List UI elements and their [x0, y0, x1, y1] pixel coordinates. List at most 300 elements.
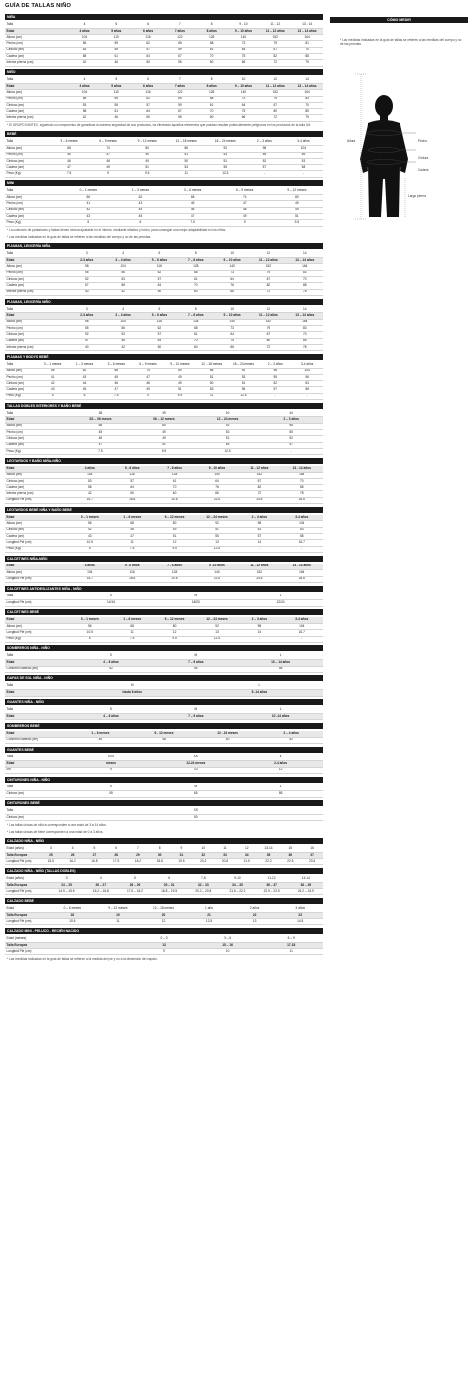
table-cell: 49 — [128, 158, 167, 164]
table-row — [5, 791, 323, 797]
table-cell: 75 — [214, 338, 250, 344]
table-cell: 64 — [132, 53, 164, 59]
table-cell: 6 — [114, 220, 166, 226]
table-cell: 23 — [277, 912, 323, 918]
table-cell: 11 — [196, 393, 228, 399]
table-cell: 59 — [164, 102, 196, 108]
table-cell: 61 — [178, 332, 214, 338]
row-label: cm — [5, 767, 69, 773]
table-cell: 7 – 9 años — [153, 660, 238, 666]
table-cell: 2-4 años — [238, 761, 323, 767]
table-cell: 52 — [245, 158, 284, 164]
table-cell: 52 — [259, 381, 291, 387]
table-cell: 13 — [232, 919, 278, 925]
row-label: Cadera (cm) — [5, 534, 69, 540]
row-label: Talla — [5, 251, 69, 257]
table-row — [5, 115, 323, 121]
cintura-label: Cintura — [418, 156, 429, 160]
row-label: Peso (Kg) — [5, 448, 69, 454]
table-cell: 9 — [89, 171, 128, 177]
table-cell: 104 — [105, 319, 141, 325]
table-cell: 64 — [196, 478, 238, 484]
table-cell: 24.2 – 24.9 — [289, 889, 323, 895]
table-cell: 104 — [284, 146, 323, 152]
table-cell: 9 – 10 años — [228, 83, 260, 89]
table-cell: 55 — [245, 152, 284, 158]
row-label: Longitud Pié (cm) — [5, 576, 69, 582]
section-title: GUANTES NIÑA - NIÑO — [5, 699, 323, 705]
table-cell: 152 — [250, 264, 286, 270]
table-cell: 42 — [37, 381, 69, 387]
table-cell: 9 -10 años — [196, 564, 238, 570]
table-cell: 58 — [69, 485, 111, 491]
table-cell: 43 — [114, 201, 166, 207]
table-cell: 14 — [287, 251, 323, 257]
table-cell: 70 — [287, 277, 323, 283]
table-cell: 64 — [132, 109, 164, 115]
table-cell: 10.5 — [50, 919, 96, 925]
table-cell: 49 — [132, 387, 164, 393]
table-cell: 3 – 4 años — [105, 258, 141, 264]
table-cell: 55 — [196, 534, 238, 540]
table-cell: 40 — [69, 289, 105, 295]
table-cell: 56 — [69, 41, 101, 47]
table-cell: XS — [153, 755, 238, 761]
table-cell: M — [69, 683, 196, 689]
table-cell: 56 — [284, 152, 323, 158]
table-cell: 70 — [281, 478, 323, 484]
row-label: Talla — [5, 594, 69, 600]
table-cell: 55 — [196, 442, 260, 448]
table-cell: 98 — [259, 423, 323, 429]
table-cell: 57 — [245, 165, 284, 171]
table-row — [5, 737, 323, 743]
table-cell: 104 — [69, 90, 101, 96]
table-cell: 8 — [196, 22, 228, 28]
table-cell: - — [281, 546, 323, 552]
table-cell: 70 — [291, 102, 323, 108]
table-cell: 34 – 35 — [220, 882, 254, 888]
table-cell: 92 — [196, 521, 238, 527]
row-label: Interior pierna (cm) — [5, 60, 69, 66]
table-cell: 58 — [291, 387, 323, 393]
table-cell: 116 — [141, 264, 177, 270]
table-cell: 116 — [132, 35, 164, 41]
row-label: Altura (cm) — [5, 368, 37, 374]
table-cell: 9.5 — [271, 220, 323, 226]
table-cell: 60 — [178, 344, 214, 350]
table-cell: 14 — [291, 77, 323, 83]
table-cell: 53 — [69, 47, 101, 53]
table-cell: 24.6 — [238, 497, 280, 503]
row-label: Peso (Kg) — [5, 636, 69, 642]
table-cell: 12 — [141, 919, 187, 925]
table-cell: 46 — [100, 381, 132, 387]
table-cell: 11-12 — [255, 876, 289, 882]
table-cell: 49 — [89, 165, 128, 171]
table-cell: 53 — [228, 374, 260, 380]
table-cell: 50 — [141, 344, 177, 350]
table-row — [5, 949, 323, 955]
table-cell: 73 — [214, 325, 250, 331]
table-cell: 26 – 27 — [84, 882, 118, 888]
table-cell: 140 — [214, 264, 250, 270]
table-cell: 62 — [114, 195, 166, 201]
table-cell: 49 — [271, 201, 323, 207]
section-title: NIÑO — [5, 69, 323, 75]
table-cell: 62 — [141, 270, 177, 276]
table-cell: 15.5 — [40, 859, 62, 865]
table-cell: 52 — [259, 737, 323, 743]
table-cell: 67 — [164, 53, 196, 59]
table-cell: 42 — [69, 527, 111, 533]
row-label: Cintura (cm) — [5, 47, 69, 53]
how-to-measure-title: CÓMO MEDIR — [330, 17, 468, 23]
table-cell: - — [245, 171, 284, 177]
row-label: Pecho (cm) — [5, 325, 69, 331]
table-cell: 61 — [196, 47, 228, 53]
table-cell: 57 — [132, 47, 164, 53]
table-cell: 50 — [141, 289, 177, 295]
table-cell: 46 — [132, 381, 164, 387]
table-cell: 11 — [95, 919, 141, 925]
table-cell: 164 — [281, 472, 323, 478]
row-label: Longitud Pié (cm) — [5, 497, 69, 503]
table-cell: 55 — [259, 429, 323, 435]
table-cell: 13-14 — [289, 876, 323, 882]
table-cell: 61 — [196, 102, 228, 108]
table-cell: 54 — [153, 666, 238, 672]
table-row — [5, 767, 323, 773]
table-cell: 10 -14 años — [238, 713, 323, 719]
row-label: Pecho (cm) — [5, 96, 69, 102]
table-cell: 22.5 — [279, 859, 301, 865]
table-row — [5, 576, 323, 582]
table-cell: 66 — [196, 491, 238, 497]
table-row — [5, 690, 323, 696]
row-label: Talla — [5, 77, 69, 83]
row-label: Edad — [5, 313, 69, 319]
table-cell: 18.2 — [127, 859, 149, 865]
row-label: Cadera (cm) — [5, 214, 62, 220]
table-cell: 2 – 3 años — [238, 515, 280, 521]
table-cell: 49 — [271, 207, 323, 213]
table-cell: 44 — [114, 207, 166, 213]
table-cell: 67 — [238, 478, 280, 484]
table-cell: 20.2 — [192, 859, 214, 865]
table-cell: 76 — [196, 485, 238, 491]
section-title: PIJAMAS, LENCERÍA NIÑA — [5, 243, 323, 249]
table-cell: 11 – 12 años — [250, 313, 286, 319]
section-title: CINTURONES NIÑA - NIÑO — [5, 777, 323, 783]
table-cell: 16.7 — [281, 630, 323, 636]
row-label: Talla — [5, 362, 37, 368]
table-cell: 1 – 6 meses — [69, 731, 133, 737]
section-note: * El GRUPO INDITEX, siguiendo su compromiso de garantizar la máxima seguridad de sus productos, ha eliminado aquellos elementos que puedan resultar potencialmente peligrosos en los productos de la talla 3/4. — [7, 123, 312, 128]
table-cell: 10 — [228, 77, 260, 83]
row-label: Pecho (cm) — [5, 429, 69, 435]
row-label: Cintura (cm) — [5, 207, 62, 213]
table-cell: 53 — [196, 387, 228, 393]
table-cell: 23.5 — [301, 859, 323, 865]
table-cell: 11 – 12 años — [259, 28, 291, 34]
table-cell: 64 — [111, 485, 153, 491]
table-cell: 51 — [228, 381, 260, 387]
table-cell: XS — [69, 808, 323, 814]
table-cell: XXS — [69, 755, 154, 761]
table-cell: 98 — [259, 368, 291, 374]
table-cell: 8 — [196, 77, 228, 83]
row-label: Longitud Pié (cm) — [5, 889, 50, 895]
table-cell: 46 — [167, 207, 219, 213]
table-cell: 55 — [206, 165, 245, 171]
table-cell: 12 – 24 meses — [196, 417, 260, 423]
table-cell: 73 — [214, 270, 250, 276]
table-cell: 51 — [206, 158, 245, 164]
table-cell: 6 – 12 meses — [153, 617, 195, 623]
table-cell: 38 – 39 — [289, 882, 323, 888]
table-cell: 58 — [281, 534, 323, 540]
row-label: Altura (cm) — [5, 423, 69, 429]
table-cell: 4 – 6 años — [69, 713, 154, 719]
table-cell: 17.5 — [105, 859, 127, 865]
table-cell: 50 — [196, 737, 260, 743]
table-cell: 4 años — [69, 28, 101, 34]
size-section — [5, 507, 323, 553]
row-label: Cintura (cm) — [5, 158, 50, 164]
table-cell: 140 — [228, 90, 260, 96]
table-cell: 5 — [69, 546, 111, 552]
table-cell: 14 — [287, 307, 323, 313]
table-cell: 5 — [84, 846, 106, 852]
table-cell: 68 — [196, 41, 228, 47]
row-label: Edad — [5, 731, 69, 737]
table-cell: 4 – 6 años — [69, 660, 154, 666]
table-cell: L — [238, 594, 323, 600]
table-cell: 47 — [89, 152, 128, 158]
table-cell: 116 — [111, 570, 153, 576]
table-cell: 12 – 24 meses — [196, 617, 238, 623]
table-cell: 6 – 9 meses — [89, 139, 128, 145]
row-label: Edad — [5, 761, 69, 767]
table-cell: 53 — [105, 277, 141, 283]
table-cell: 16.2 — [62, 859, 84, 865]
table-cell: 57 — [141, 277, 177, 283]
table-row — [5, 713, 323, 719]
row-label: Altura (cm) — [5, 521, 69, 527]
table-cell: 19 — [95, 912, 141, 918]
table-cell: 68 — [178, 270, 214, 276]
table-cell: 65 — [164, 96, 196, 102]
table-cell: 11 - 12 años — [238, 564, 280, 570]
table-cell: 12 – 18 meses — [141, 906, 187, 912]
table-cell: 53 — [105, 332, 141, 338]
table-row — [5, 889, 323, 895]
table-cell: 2 – 3 años — [259, 362, 291, 368]
row-label: Talla — [5, 683, 69, 689]
size-section — [5, 645, 323, 672]
table-cell: 22.6 — [196, 576, 238, 582]
table-cell: 0 – 1 meses — [69, 515, 111, 521]
table-cell: 18 — [50, 912, 96, 918]
table-cell: 1 año — [186, 906, 232, 912]
table-cell: 7 años — [164, 83, 196, 89]
table-cell: 7 - 8 años — [153, 564, 195, 570]
table-cell: 7 — [127, 846, 149, 852]
table-cell: 39 — [132, 411, 196, 417]
table-cell: 2-3 años — [69, 258, 105, 264]
table-cell: 14/16 — [69, 600, 154, 606]
row-label: Altura (cm) — [5, 472, 69, 478]
table-cell: 51 — [164, 387, 196, 393]
table-cell: 9 – 10 años — [214, 313, 250, 319]
table-cell: 9 — [69, 767, 154, 773]
table-cell: 12 — [250, 307, 286, 313]
size-table — [5, 22, 323, 67]
table-cell: 13 - 14 años — [281, 564, 323, 570]
table-cell: 45 — [69, 387, 101, 393]
table-cell: 50 — [132, 60, 164, 66]
largo-pierna-label: Largo pierna — [408, 194, 426, 198]
table-cell: 7 – 8 años — [178, 313, 214, 319]
table-cell: 15 – 16 — [196, 942, 260, 948]
table-cell: 43 — [69, 374, 101, 380]
table-cell: 5 — [100, 22, 132, 28]
size-table — [5, 808, 323, 821]
table-cell: 6 — [132, 22, 164, 28]
table-cell: 10 — [153, 767, 238, 773]
table-cell: 13 — [196, 630, 238, 636]
row-label: Cintura (cm) — [5, 102, 69, 108]
table-cell: 62 — [69, 368, 101, 374]
table-cell: 7 — [164, 77, 196, 83]
table-cell: 64 — [214, 332, 250, 338]
row-label: Edad — [5, 466, 69, 472]
table-cell: 1 – 6 meses — [111, 617, 153, 623]
table-cell: 42 — [69, 115, 101, 121]
size-section — [5, 609, 323, 643]
row-label: Edad — [5, 417, 69, 423]
row-label: Edad (años) — [5, 846, 40, 852]
row-label: Cadera (cm) — [5, 485, 69, 491]
table-cell: 128 — [178, 319, 214, 325]
row-label: Longitud Pié (cm) — [5, 919, 50, 925]
table-cell: M — [153, 653, 238, 659]
row-label: Cadera (cm) — [5, 442, 69, 448]
table-cell: 53 — [69, 478, 111, 484]
table-cell: 164 — [291, 90, 323, 96]
row-label: Pecho (cm) — [5, 201, 62, 207]
table-cell: 46 — [50, 158, 89, 164]
table-cell: 51 — [132, 442, 196, 448]
section-title: GUANTES BEBÉ — [5, 747, 323, 753]
section-title: PIJAMAS, LENCERÍA NIÑO — [5, 299, 323, 305]
table-cell: 2 años — [232, 906, 278, 912]
table-cell: 16.8 — [84, 859, 106, 865]
table-cell: 13 - 14 — [291, 22, 323, 28]
row-label: Talla — [5, 808, 69, 814]
table-cell: 11 – 12 años — [259, 83, 291, 89]
table-row — [5, 636, 323, 642]
table-cell: 5 — [118, 876, 152, 882]
table-cell: 5 — [37, 393, 69, 399]
table-cell: 56 — [69, 521, 111, 527]
row-label: Talla — [5, 785, 69, 791]
row-label: Edad — [5, 258, 69, 264]
table-cell: 47 — [111, 534, 153, 540]
table-cell: 85 — [291, 109, 323, 115]
table-cell: 7 – 8 años — [178, 258, 214, 264]
row-label: Cintura (cm) — [5, 814, 69, 820]
row-label: Talla — [5, 411, 69, 417]
table-cell: 45 — [100, 374, 132, 380]
size-section — [5, 556, 323, 583]
table-cell: 55 — [100, 47, 132, 53]
table-cell: 20.6 — [153, 497, 195, 503]
table-cell: 68 — [196, 96, 228, 102]
table-cell: 12.5 — [206, 171, 245, 177]
size-table — [5, 466, 323, 504]
table-cell: - — [281, 636, 323, 642]
table-cell: 5 — [62, 220, 114, 226]
table-cell: 48 — [132, 737, 196, 743]
table-cell: 7 — [164, 22, 196, 28]
table-cell: 4 — [84, 876, 118, 882]
table-cell: 88 — [287, 283, 323, 289]
table-cell: - — [259, 448, 323, 454]
table-cell: 0 – 1 meses — [69, 617, 111, 623]
table-cell: 9 – 12 meses — [164, 362, 196, 368]
row-label: Talla — [5, 707, 69, 713]
row-label: Talla — [5, 755, 69, 761]
table-cell: hasta 8 años — [69, 690, 196, 696]
table-cell: 18.6 — [111, 497, 153, 503]
table-cell: 88 — [291, 53, 323, 59]
table-cell: 62 — [132, 96, 164, 102]
table-cell: 0 – 1 meses — [62, 188, 114, 194]
table-cell: 49 — [132, 429, 196, 435]
table-cell: 104 — [281, 521, 323, 527]
table-cell: 15 — [279, 846, 301, 852]
table-cell: 12 - 24 meses — [196, 731, 260, 737]
row-label: Interior pierna (cm) — [5, 344, 69, 350]
table-cell: 80 — [128, 146, 167, 152]
row-label: Talla — [5, 22, 69, 28]
table-cell: 152 — [238, 472, 280, 478]
table-cell: 5 - 6 años — [111, 466, 153, 472]
table-cell: 41 — [37, 374, 69, 380]
table-row — [5, 448, 323, 454]
table-cell: 11 — [214, 846, 236, 852]
size-table — [5, 876, 323, 895]
size-table — [5, 564, 323, 583]
table-cell: 27 — [84, 852, 106, 858]
row-label: Cintura (cm) — [5, 332, 69, 338]
table-cell: 6 — [105, 846, 127, 852]
table-cell: 50 — [69, 814, 323, 820]
table-cell: 122 — [164, 90, 196, 96]
table-cell: M — [153, 785, 238, 791]
table-cell: 67 — [259, 102, 291, 108]
table-cell: 4 años — [69, 564, 111, 570]
table-cell: 6 – 9 — [259, 936, 323, 942]
table-cell: 140 — [196, 570, 238, 576]
table-cell: 47 — [100, 387, 132, 393]
table-cell: 40 — [69, 344, 105, 350]
table-cell: 9 — [171, 846, 193, 852]
table-cell: 3 — [50, 876, 84, 882]
table-cell: 110 — [100, 35, 132, 41]
